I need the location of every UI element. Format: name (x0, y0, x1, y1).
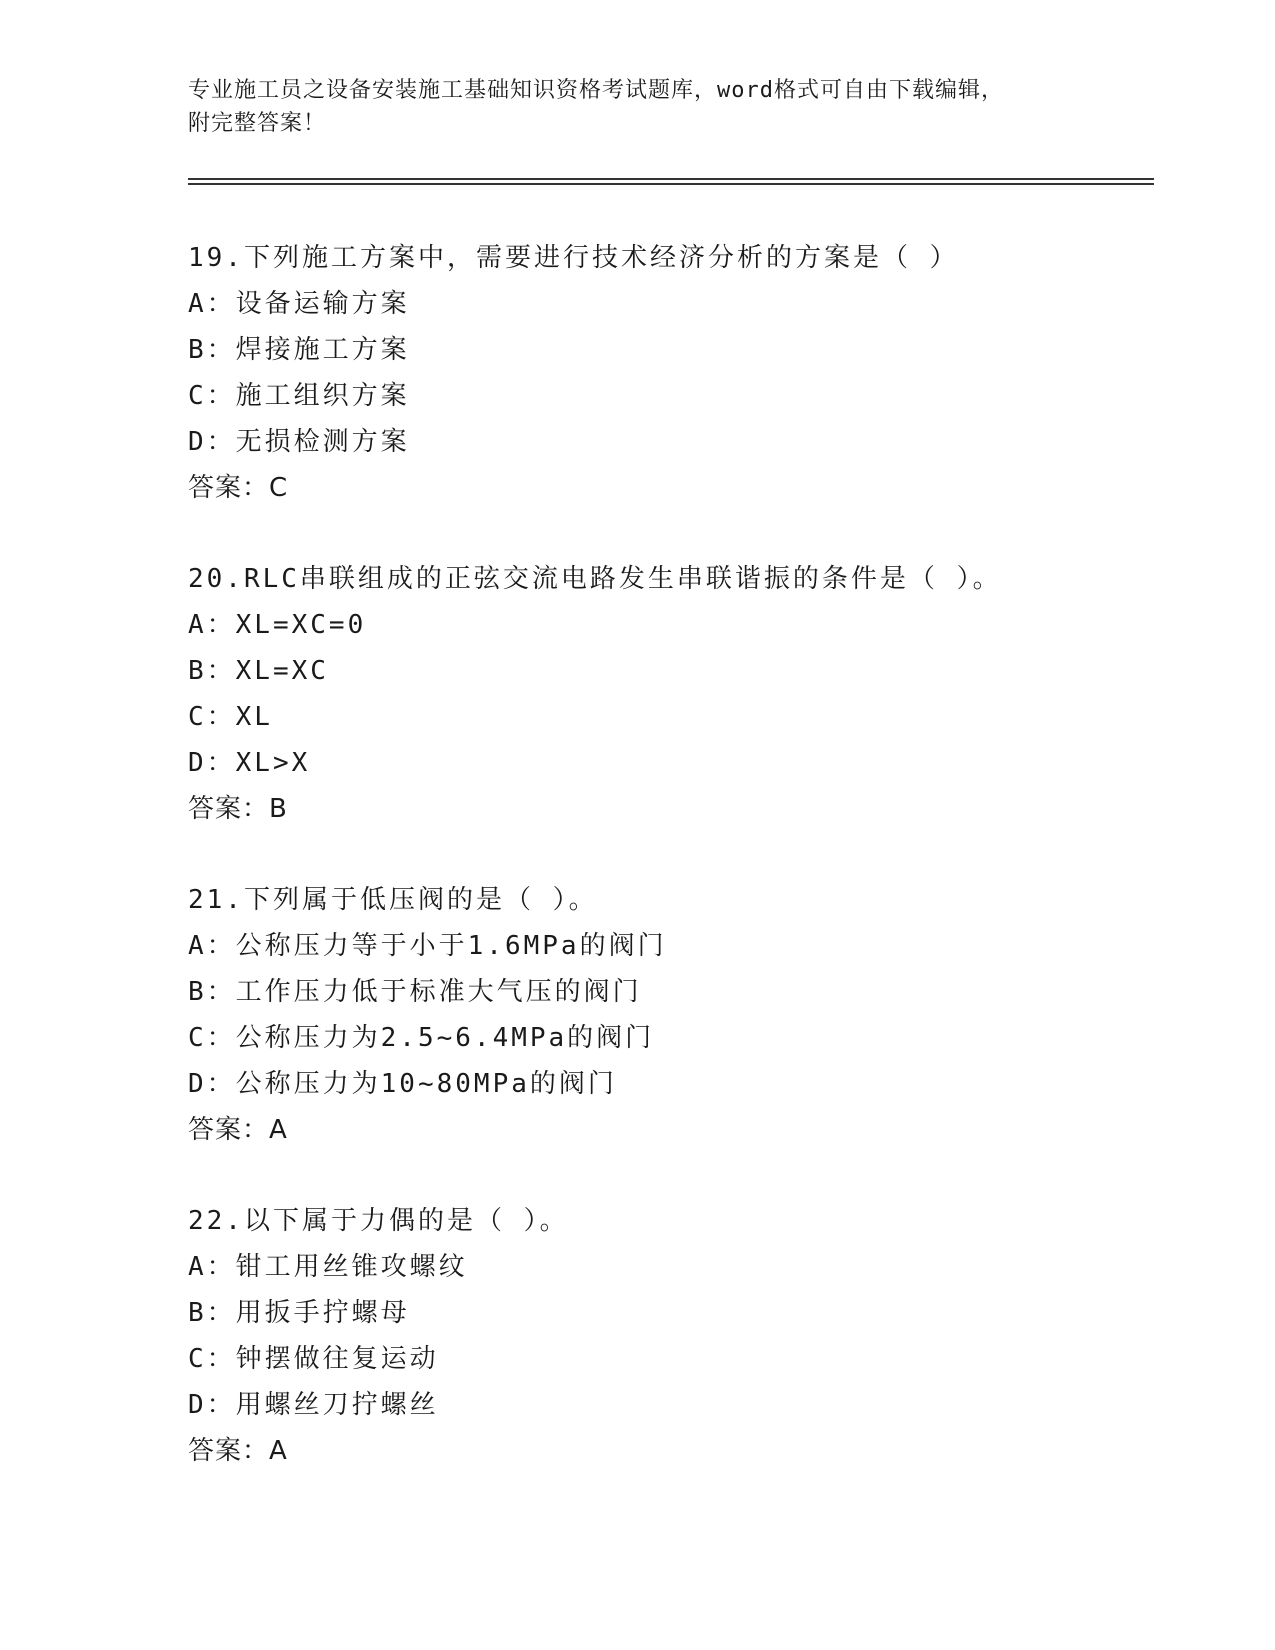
answer: 答案：A (188, 1115, 288, 1145)
option-b: B：焊接施工方案 (188, 335, 410, 365)
option-b: B：XL=XC (188, 656, 329, 686)
option-b: B：工作压力低于标准大气压的阀门 (188, 977, 642, 1007)
option-a: A：钳工用丝锥攻螺纹 (188, 1252, 468, 1282)
question-stem: 19.下列施工方案中，需要进行技术经济分析的方案是（ ） (188, 243, 959, 273)
question-stem: 20.RLC串联组成的正弦交流电路发生串联谐振的条件是（ ）。 (188, 564, 1002, 594)
header-line-1: 专业施工员之设备安装施工基础知识资格考试题库，word格式可自由下载编辑， (188, 78, 1004, 103)
option-d: D：XL>X (188, 748, 311, 778)
header-divider-bottom (188, 183, 1154, 185)
header-line-2: 附完整答案！ (188, 111, 327, 136)
header-divider-top (188, 178, 1154, 180)
question-21 (188, 877, 1148, 1153)
question-22 (188, 1198, 1148, 1474)
option-a: A：公称压力等于小于1.6MPa的阀门 (188, 931, 667, 961)
answer: 答案：A (188, 1436, 288, 1466)
option-d: D：用螺丝刀拧螺丝 (188, 1390, 439, 1420)
option-a: A：设备运输方案 (188, 289, 410, 319)
question-stem: 22.以下属于力偶的是（ ）。 (188, 1206, 569, 1236)
option-c: C：钟摆做往复运动 (188, 1344, 439, 1374)
option-c: C：施工组织方案 (188, 381, 410, 411)
option-d: D：公称压力为10~80MPa的阀门 (188, 1069, 617, 1099)
question-20 (188, 556, 1148, 832)
option-b: B：用扳手拧螺母 (188, 1298, 410, 1328)
question-19 (188, 235, 1148, 511)
option-c: C：XL (188, 702, 273, 732)
answer: 答案：C (188, 473, 289, 503)
question-stem: 21.下列属于低压阀的是（ ）。 (188, 885, 598, 915)
option-c: C：公称压力为2.5~6.4MPa的阀门 (188, 1023, 655, 1053)
document-header (188, 74, 1088, 140)
option-a: A：XL=XC=0 (188, 610, 367, 640)
answer: 答案：B (188, 794, 288, 824)
option-d: D：无损检测方案 (188, 427, 410, 457)
